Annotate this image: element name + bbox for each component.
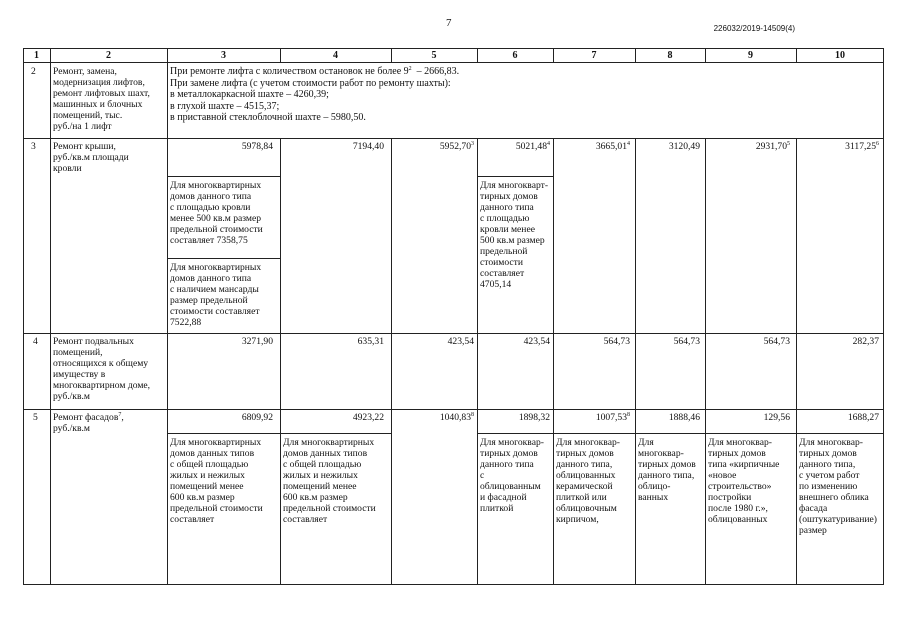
note-text: Для многоквар- тирных домов типа «кирпичные «новое строительство» постройки после 1980 г.», облицованных (708, 437, 780, 525)
note-text: Для многоквар- тирных домов данного типа, облицо- ванных (638, 437, 696, 503)
value-cell: 2931,70$^5$ (755, 141, 790, 152)
note-text: Для многокварт- тирных домов данного типа с площадью кровли менее 500 кв.м размер предельной стоимости составляет 4705,14 (480, 180, 549, 290)
header-col-6: 6 (512, 50, 518, 61)
row-note: При ремонте лифта с количеством остановок не более $9^2 - 2666,83$. При замене лифта (с учетом стоимости работ по ремонту шахты): в металлокаркасной шахте – 4260,39; в глухой шахте – 4515,37; в приставной стеклоблочной шахте – 5980,50. (170, 66, 460, 123)
value-cell: 1040,83$^8$ (439, 412, 474, 423)
header-col-9: 9 (748, 50, 753, 61)
note-text: Для многоквартирных домов данного типа с площадью кровли менее 500 кв.м размер предельной стоимости составляет 7358,75 (170, 180, 263, 246)
value-cell: 5952,70$^3$ (439, 141, 474, 152)
value-cell: 1898,32 (518, 412, 550, 423)
header-col-10: 10 (835, 50, 845, 61)
header-col-1: 1 (34, 50, 39, 61)
row-item-name: Ремонт, замена, модернизация лифтов, ремонт лифтовых шахт, машинных и блочных помещений, тыс. руб./на 1 лифт (53, 66, 150, 132)
value-cell: 423,54 (447, 336, 474, 347)
row-number: 3 (31, 141, 36, 152)
value-cell: 3120,49 (668, 141, 700, 152)
row-divider (23, 138, 884, 139)
note-text: Для многоквартирных домов данных типов с общей площадью жилых и нежилых помещений менее 600 кв.м размер предельной стоимости составляет (283, 437, 376, 525)
value-cell: 129,56 (763, 412, 790, 423)
note-text: Для многоквар- тирных домов данного типа, с учетом работ по изменению внешнего облика фасада (оштукатуривание) размер (799, 437, 877, 536)
value-cell: 423,54 (523, 336, 550, 347)
value-cell: 7194,40 (352, 141, 384, 152)
note-text: Для многоквартирных домов данного типа с наличием мансарды размер предельной стоимости составляет 7522,88 (170, 262, 262, 328)
value-cell: 564,73 (763, 336, 790, 347)
row-item-name: Ремонт подвальных помещений, относящихся к общему имуществу в многоквартирном доме, руб./кв.м (53, 336, 151, 402)
value-cell: 4923,22 (352, 412, 384, 423)
row-number: 5 (33, 412, 38, 423)
row-divider (23, 62, 884, 63)
header-col-5: 5 (431, 50, 437, 61)
value-cell: 3665,01$^4$ (595, 141, 630, 152)
value-cell: 1007,53$^8$ (595, 412, 630, 423)
value-cell: 282,37 (852, 336, 879, 347)
col-divider (50, 48, 51, 585)
note-text: Для многоквар- тирных домов данного типа, облицованных керамической плиткой или облицовочным кирпичом, (556, 437, 620, 525)
header-col-2: 2 (106, 50, 111, 61)
row-number: 2 (31, 66, 36, 77)
value-cell: 564,73 (603, 336, 630, 347)
header-col-4: 4 (333, 50, 338, 61)
value-cell: 564,73 (673, 336, 700, 347)
note-text: Для многоквар- тирных домов данного типа с облицованным и фасадной плиткой (480, 437, 544, 514)
row-divider (23, 333, 884, 334)
value-cell: 3117,25$^6$ (845, 141, 879, 152)
row-item-name: Ремонт фасадов$^7$, руб./кв.м (53, 412, 124, 434)
value-cell: 5978,84 (241, 141, 273, 152)
page-number: 7 (446, 17, 452, 29)
header-col-3: 3 (221, 50, 226, 61)
document-id: 226032/2019-14509(4) (713, 24, 795, 33)
value-cell: 5021,48$^4$ (515, 141, 550, 152)
value-cell: 3271,90 (241, 336, 273, 347)
row-number: 4 (33, 336, 38, 347)
header-col-8: 8 (667, 50, 673, 61)
value-cell: 1888,46 (668, 412, 700, 423)
note-box-divider (167, 258, 281, 259)
value-cell: 6809,92 (241, 412, 273, 423)
value-cell: 1688,27 (847, 412, 879, 423)
row-divider (23, 409, 884, 410)
value-cell: 635,31 (357, 336, 384, 347)
header-col-7: 7 (591, 50, 597, 61)
row-item-name: Ремонт крыши, руб./кв.м площади кровли (53, 141, 129, 174)
note-text: Для многоквартирных домов данных типов с общей площадью жилых и нежилых помещений менее 600 кв.м размер предельной стоимости составляет (170, 437, 263, 525)
